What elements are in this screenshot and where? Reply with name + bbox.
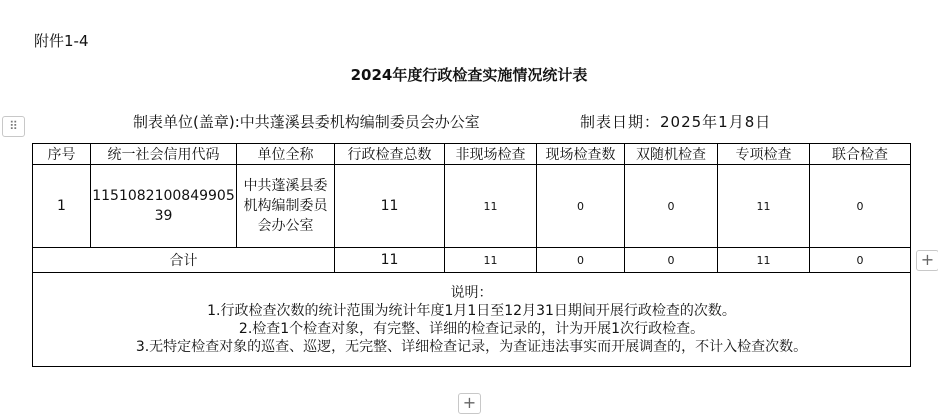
date-label: 制表日期：2025年1月8日 bbox=[580, 113, 772, 131]
header-cell-special: 专项检查 bbox=[718, 144, 810, 165]
header-cell-index: 序号 bbox=[33, 144, 91, 165]
cell-total: 11 bbox=[335, 165, 445, 248]
note-item: 3.无特定检查对象的巡查、巡逻，无完整、详细检查记录，为查证违法事实而开展调查的，不计入检查次数。 bbox=[135, 338, 808, 355]
notes-cell bbox=[33, 273, 911, 367]
add-row-button[interactable]: + bbox=[458, 393, 481, 414]
table-row bbox=[33, 165, 911, 248]
note-item: 2.检查1个检查对象，有完整、详细的检查记录的，计为开展1次行政检查。 bbox=[238, 320, 705, 337]
table-header-row bbox=[33, 144, 911, 165]
statistics-table bbox=[32, 143, 911, 367]
cell-offsite: 11 bbox=[445, 165, 537, 248]
header-cell-offsite: 非现场检查 bbox=[445, 144, 537, 165]
table-total-row bbox=[33, 248, 911, 273]
header-cell-unit-name: 单位全称 bbox=[237, 144, 335, 165]
header-cell-credit-code: 统一社会信用代码 bbox=[91, 144, 237, 165]
total-label: 合计 bbox=[33, 248, 335, 273]
cell-unit-name: 中共蓬溪县委机构编制委员会办公室 bbox=[237, 165, 335, 248]
cell-credit-code: 115108210084990539 bbox=[91, 165, 237, 248]
attachment-label: 附件1-4 bbox=[34, 32, 89, 50]
cell-onsite: 0 bbox=[537, 165, 625, 248]
table-drag-handle-icon[interactable]: ⠿ bbox=[2, 116, 25, 137]
unit-label: 制表单位(盖章):中共蓬溪县委机构编制委员会办公室 bbox=[133, 113, 480, 131]
cell-index: 1 bbox=[33, 165, 91, 248]
document-title: 2024年度行政检查实施情况统计表 bbox=[350, 66, 588, 84]
header-cell-onsite: 现场检查数 bbox=[537, 144, 625, 165]
total-cell-total: 11 bbox=[335, 248, 445, 273]
header-cell-joint: 联合检查 bbox=[810, 144, 911, 165]
notes-heading: 说明： bbox=[450, 284, 493, 301]
total-cell-special: 11 bbox=[718, 248, 810, 273]
total-cell-onsite: 0 bbox=[537, 248, 625, 273]
add-column-button[interactable]: + bbox=[916, 250, 938, 271]
total-cell-joint: 0 bbox=[810, 248, 911, 273]
cell-special: 11 bbox=[718, 165, 810, 248]
total-cell-offsite: 11 bbox=[445, 248, 537, 273]
cell-joint: 0 bbox=[810, 165, 911, 248]
notes-row bbox=[33, 273, 911, 367]
note-item: 1.行政检查次数的统计范围为统计年度1月1日至12月31日期间开展行政检查的次数。 bbox=[207, 302, 736, 319]
cell-random: 0 bbox=[625, 165, 718, 248]
header-cell-total: 行政检查总数 bbox=[335, 144, 445, 165]
header-cell-random: 双随机检查 bbox=[625, 144, 718, 165]
total-cell-random: 0 bbox=[625, 248, 718, 273]
